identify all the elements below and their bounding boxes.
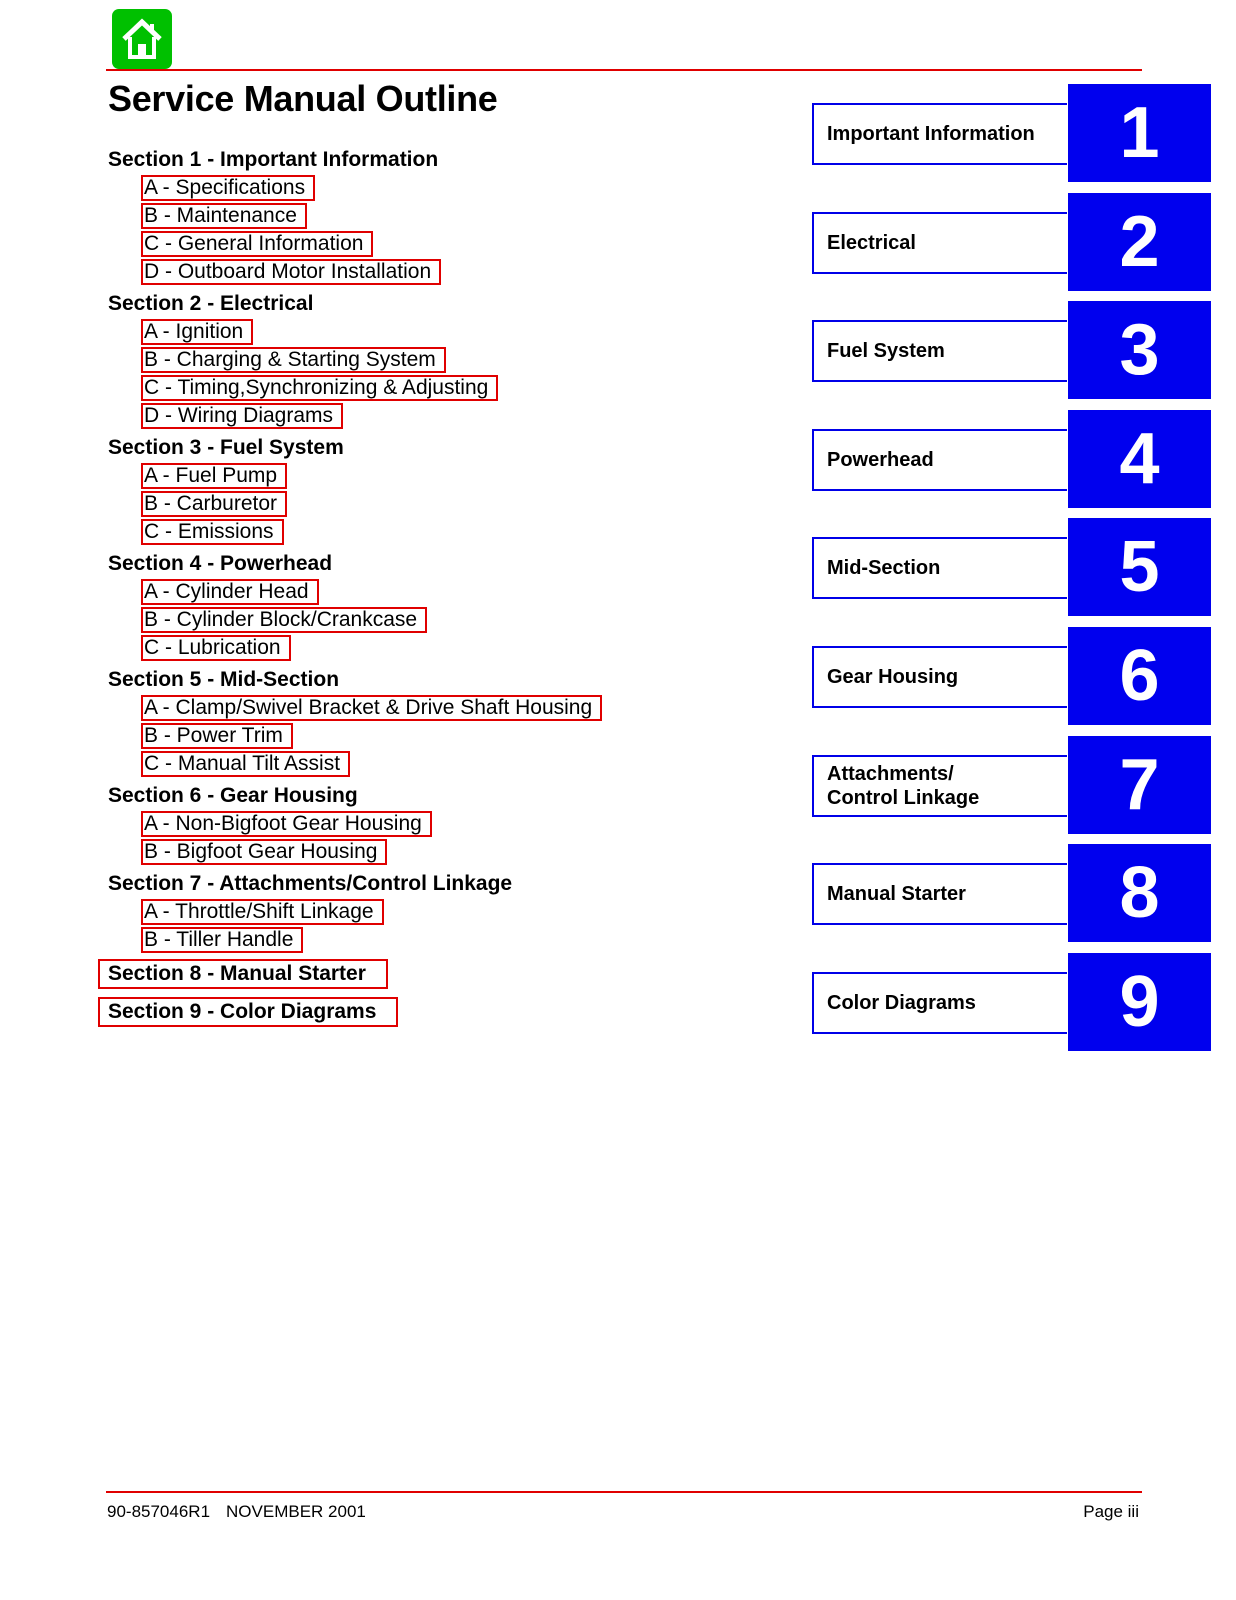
outline-section (108, 871, 758, 953)
outline-section (108, 147, 758, 285)
footer-doc-info (107, 1502, 366, 1522)
subsection-link[interactable]: B - Maintenance (141, 203, 307, 229)
section-tab[interactable] (812, 193, 1212, 302)
tab-label-line: Important Information (827, 123, 1035, 145)
tab-number: 8 (1068, 844, 1211, 942)
tab-label (812, 646, 1067, 708)
section-tab[interactable] (812, 410, 1212, 519)
outline-section (108, 435, 758, 545)
section-tab[interactable] (812, 844, 1212, 953)
home-icon (120, 17, 164, 61)
tab-label (812, 103, 1067, 165)
subsection-link[interactable]: D - Outboard Motor Installation (141, 259, 441, 285)
section-tab[interactable] (812, 953, 1212, 1062)
section-tab[interactable] (812, 627, 1212, 736)
tab-label (812, 320, 1067, 382)
tab-number: 2 (1068, 193, 1211, 291)
subsection-link[interactable]: C - Emissions (141, 519, 284, 545)
subsection-link[interactable]: C - Manual Tilt Assist (141, 751, 350, 777)
outline-section (108, 551, 758, 661)
tab-label-line: Electrical (827, 231, 916, 254)
home-button[interactable] (112, 9, 172, 69)
subsection-link[interactable]: B - Carburetor (141, 491, 287, 517)
outline-section (108, 783, 758, 865)
header-divider (106, 69, 1142, 71)
section-link[interactable]: Section 9 - Color Diagrams (98, 997, 398, 1027)
subsection-link[interactable]: B - Bigfoot Gear Housing (141, 839, 387, 865)
subsection-link[interactable]: A - Clamp/Swivel Bracket & Drive Shaft Housing (141, 695, 602, 721)
tab-number: 9 (1068, 953, 1211, 1051)
tab-label-line: Control Linkage (827, 786, 980, 809)
subsection-link[interactable]: A - Cylinder Head (141, 579, 319, 605)
tab-label-line: Manual Starter (827, 883, 966, 906)
tab-number: 3 (1068, 301, 1211, 399)
subsection-link[interactable]: B - Tiller Handle (141, 927, 303, 953)
tab-label (812, 755, 1067, 817)
section-tab[interactable] (812, 518, 1212, 627)
tab-label (812, 537, 1067, 599)
section-tab[interactable] (812, 301, 1212, 410)
section-heading: Section 5 - Mid-Section (108, 668, 340, 691)
outline-section (108, 667, 758, 777)
section-heading: Section 6 - Gear Housing (108, 784, 358, 807)
page-number: Page iii (1083, 1502, 1139, 1521)
subsection-link[interactable]: A - Ignition (141, 319, 253, 345)
tab-label-line: Powerhead (827, 448, 934, 471)
tab-number: 4 (1068, 410, 1211, 508)
section-link[interactable]: Section 8 - Manual Starter (98, 959, 388, 989)
tab-label-line: Color Diagrams (827, 991, 976, 1014)
subsection-link[interactable]: C - Lubrication (141, 635, 291, 661)
section-heading: Section 1 - Important Information (108, 148, 439, 171)
footer-divider (106, 1491, 1142, 1493)
section-heading: Section 4 - Powerhead (108, 552, 333, 575)
tab-number: 7 (1068, 736, 1211, 834)
tab-number: 1 (1068, 84, 1211, 182)
subsection-link[interactable]: B - Power Trim (141, 723, 293, 749)
subsection-link[interactable]: A - Fuel Pump (141, 463, 287, 489)
page-title: Service Manual Outline (108, 78, 498, 119)
section-tab[interactable] (812, 736, 1212, 845)
section-heading: Section 2 - Electrical (108, 292, 314, 315)
subsection-link[interactable]: A - Throttle/Shift Linkage (141, 899, 384, 925)
tab-label-line: Fuel System (827, 340, 945, 363)
section-tab[interactable] (812, 84, 1212, 193)
tab-label-line: Gear Housing (827, 665, 959, 688)
section-heading: Section 7 - Attachments/Control Linkage (108, 872, 513, 895)
subsection-link[interactable]: A - Specifications (141, 175, 315, 201)
subsection-link[interactable]: A - Non-Bigfoot Gear Housing (141, 811, 432, 837)
tab-label (812, 972, 1067, 1034)
tab-number: 6 (1068, 627, 1211, 725)
section-tabs (812, 84, 1212, 1061)
tab-label (812, 863, 1067, 925)
tab-label (812, 429, 1067, 491)
subsection-link[interactable]: B - Cylinder Block/Crankcase (141, 607, 427, 633)
doc-number: 90-857046R1 (107, 1502, 211, 1521)
subsection-link[interactable]: C - Timing,Synchronizing & Adjusting (141, 375, 498, 401)
tab-label-line: Mid-Section (827, 557, 941, 580)
subsection-link[interactable]: D - Wiring Diagrams (141, 403, 343, 429)
tab-number: 5 (1068, 518, 1211, 616)
subsection-link[interactable]: C - General Information (141, 231, 373, 257)
section-heading: Section 3 - Fuel System (108, 436, 344, 459)
tab-label-line: Attachments/ (827, 762, 954, 785)
doc-date: NOVEMBER 2001 (226, 1502, 366, 1521)
tab-label (812, 212, 1067, 274)
outline-section (108, 291, 758, 429)
outline-list (108, 147, 758, 1035)
subsection-link[interactable]: B - Charging & Starting System (141, 347, 446, 373)
